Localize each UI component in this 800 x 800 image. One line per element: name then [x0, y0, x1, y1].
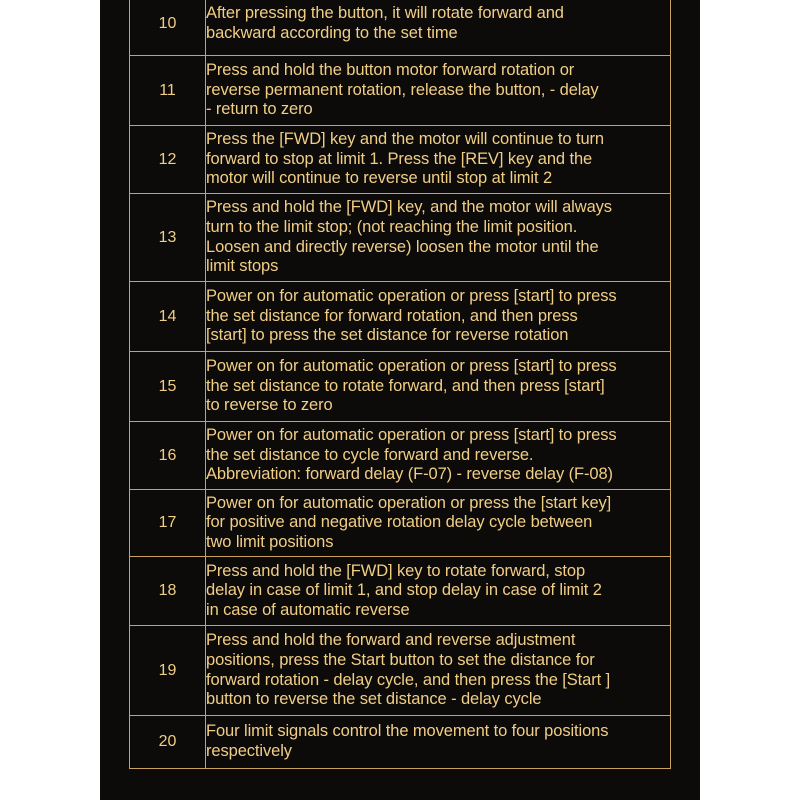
mode-number: 17: [130, 490, 206, 557]
table-row: [130, 352, 671, 422]
mode-description: Power on for automatic operation or press [start] to press the set distance for forward rotation, and then press [start] to press the set distance for reverse rotation: [206, 282, 671, 352]
table-row: [130, 557, 671, 626]
mode-description: Press and hold the [FWD] key, and the motor will always turn to the limit stop; (not reaching the limit position. Loosen and directly reverse) loosen the motor until the limit stops: [206, 194, 671, 282]
mode-number: 19: [130, 626, 206, 716]
mode-description: Press the [FWD] key and the motor will continue to turn forward to stop at limit 1. Press the [REV] key and the motor will continue to reverse until stop at limit 2: [206, 126, 671, 194]
mode-description: Four limit signals control the movement to four positions respectively: [206, 716, 671, 769]
table-row: [130, 716, 671, 769]
mode-number: 15: [130, 352, 206, 422]
mode-description: After pressing the button, it will rotate forward and backward according to the set time: [206, 0, 671, 56]
table-row: [130, 626, 671, 716]
mode-number: 13: [130, 194, 206, 282]
mode-description: Power on for automatic operation or press [start] to press the set distance to cycle forward and reverse. Abbreviation: forward delay (F-07) - reverse delay (F-08): [206, 422, 671, 490]
spec-panel: [100, 0, 700, 800]
table-row: [130, 282, 671, 352]
table-row: [130, 0, 671, 56]
mode-number: 12: [130, 126, 206, 194]
mode-number: 18: [130, 557, 206, 626]
mode-number: 20: [130, 716, 206, 769]
mode-description: Press and hold the button motor forward rotation or reverse permanent rotation, release the button, - delay - return to zero: [206, 56, 671, 126]
table-row: [130, 194, 671, 282]
table-row: [130, 56, 671, 126]
mode-description: Power on for automatic operation or press [start] to press the set distance to rotate forward, and then press [start] to reverse to zero: [206, 352, 671, 422]
mode-description: Press and hold the [FWD] key to rotate forward, stop delay in case of limit 1, and stop delay in case of limit 2 in case of automatic reverse: [206, 557, 671, 626]
mode-description: Press and hold the forward and reverse adjustment positions, press the Start button to set the distance for forward rotation - delay cycle, and then press the [Start ] button to reverse the set distance - delay cycle: [206, 626, 671, 716]
mode-description: Power on for automatic operation or press the [start key] for positive and negative rotation delay cycle between two limit positions: [206, 490, 671, 557]
mode-number: 16: [130, 422, 206, 490]
table-row: [130, 490, 671, 557]
mode-number: 10: [130, 0, 206, 56]
mode-table: [129, 0, 671, 769]
table-row: [130, 422, 671, 490]
mode-number: 14: [130, 282, 206, 352]
mode-number: 11: [130, 56, 206, 126]
table-row: [130, 126, 671, 194]
